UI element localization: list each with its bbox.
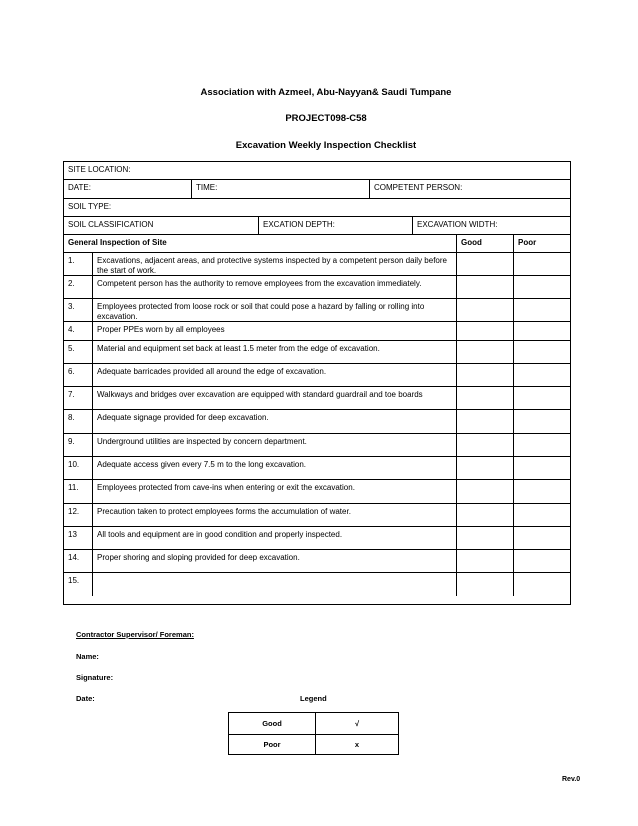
item-number: 6.	[68, 367, 75, 376]
excavation-width-label[interactable]: EXCAVATION WIDTH:	[412, 217, 570, 234]
item-number: 7.	[68, 390, 75, 399]
item-number: 3.	[68, 302, 75, 311]
poor-checkbox-cell[interactable]	[513, 480, 570, 503]
item-description: Proper shoring and sloping provided for deep excavation.	[92, 550, 456, 572]
good-checkbox-cell[interactable]	[456, 276, 513, 298]
item-description: All tools and equipment are in good condition and properly inspected.	[92, 527, 456, 549]
item-description: Proper PPEs worn by all employees	[92, 322, 456, 340]
item-number: 15.	[68, 576, 80, 585]
poor-checkbox-cell[interactable]	[513, 410, 570, 433]
item-number: 14.	[68, 553, 80, 562]
item-number: 2.	[68, 279, 75, 288]
good-checkbox-cell[interactable]	[456, 253, 513, 275]
item-number: 12.	[68, 507, 80, 516]
good-checkbox-cell[interactable]	[456, 504, 513, 526]
checklist-item-row	[64, 299, 570, 322]
checklist-item-row	[64, 480, 570, 504]
good-checkbox-cell[interactable]	[456, 410, 513, 433]
soil-type-label[interactable]: SOIL TYPE:	[68, 202, 112, 211]
date-time-row	[64, 180, 570, 199]
site-location-row	[64, 162, 570, 180]
item-description: Competent person has the authority to remove employees from the excavation immediately.	[92, 276, 456, 298]
item-description: Walkways and bridges over excavation are equipped with standard guardrail and toe boards	[92, 387, 456, 409]
signature-label: Signature:	[76, 673, 114, 682]
checklist-item-row	[64, 504, 570, 527]
soil-type-row	[64, 199, 570, 217]
poor-checkbox-cell[interactable]	[513, 550, 570, 572]
checklist-item-row	[64, 573, 570, 596]
legend-label: Legend	[300, 694, 327, 703]
item-number: 9.	[68, 437, 75, 446]
checklist-item-row	[64, 276, 570, 299]
poor-checkbox-cell[interactable]	[513, 299, 570, 321]
project-code: PROJECT098-C58	[285, 113, 367, 124]
legend-good-label: Good	[262, 719, 282, 728]
checklist-item-row	[64, 253, 570, 276]
poor-checkbox-cell[interactable]	[513, 527, 570, 549]
good-checkbox-cell[interactable]	[456, 550, 513, 572]
poor-checkbox-cell[interactable]	[513, 341, 570, 363]
checklist-item-row	[64, 387, 570, 410]
item-number: 13	[68, 530, 77, 539]
poor-checkbox-cell[interactable]	[513, 276, 570, 298]
item-description: Adequate signage provided for deep excavation.	[92, 410, 456, 433]
item-description: Employees protected from loose rock or soil that could pose a hazard by falling or rolling into excavation.	[92, 299, 456, 321]
inspection-form-table	[63, 161, 571, 605]
poor-checkbox-cell[interactable]	[513, 322, 570, 340]
poor-checkbox-cell[interactable]	[513, 457, 570, 479]
poor-checkbox-cell[interactable]	[513, 364, 570, 386]
checklist-item-row	[64, 341, 570, 364]
checklist-item-row	[64, 410, 570, 434]
item-number: 11.	[68, 483, 79, 492]
soil-classification-label[interactable]: SOIL CLASSIFICATION	[68, 220, 154, 229]
poor-checkbox-cell[interactable]	[513, 387, 570, 409]
excavation-depth-label[interactable]: EXCATION DEPTH:	[258, 217, 412, 234]
item-number: 5.	[68, 344, 75, 353]
checklist-item-row	[64, 434, 570, 457]
item-description	[92, 573, 456, 596]
item-description: Underground utilities are inspected by concern department.	[92, 434, 456, 456]
competent-person-label[interactable]: COMPETENT PERSON:	[369, 180, 570, 198]
good-checkbox-cell[interactable]	[456, 322, 513, 340]
footer-date-label: Date:	[76, 694, 95, 703]
good-checkbox-cell[interactable]	[456, 341, 513, 363]
good-checkbox-cell[interactable]	[456, 457, 513, 479]
soil-classification-row	[64, 217, 570, 235]
legend-table	[228, 712, 399, 755]
good-checkbox-cell[interactable]	[456, 299, 513, 321]
association-heading: Association with Azmeel, Abu-Nayyan& Saudi Tumpane	[200, 87, 452, 98]
good-checkbox-cell[interactable]	[456, 527, 513, 549]
poor-column-heading: Poor	[513, 235, 570, 252]
item-description: Employees protected from cave-ins when entering or exit the excavation.	[92, 480, 456, 503]
item-number: 1.	[68, 256, 75, 265]
date-label[interactable]: DATE:	[68, 183, 91, 192]
checklist-item-row	[64, 457, 570, 480]
poor-checkbox-cell[interactable]	[513, 504, 570, 526]
item-description: Adequate barricades provided all around the edge of excavation.	[92, 364, 456, 386]
contractor-supervisor-label: Contractor Supervisor/ Foreman:	[76, 630, 194, 639]
checklist-item-row	[64, 550, 570, 573]
legend-row-poor	[229, 734, 398, 755]
good-checkbox-cell[interactable]	[456, 573, 513, 596]
item-number: 10.	[68, 460, 80, 469]
good-checkbox-cell[interactable]	[456, 480, 513, 503]
checklist-title: Excavation Weekly Inspection Checklist	[235, 140, 417, 151]
x-mark-symbol: x	[315, 734, 398, 755]
legend-poor-label: Poor	[263, 740, 281, 749]
poor-checkbox-cell[interactable]	[513, 253, 570, 275]
site-location-label[interactable]: SITE LOCATION:	[68, 165, 131, 174]
checklist-header-row	[64, 235, 570, 253]
checklist-item-row	[64, 322, 570, 341]
revision-label: Rev.0	[562, 776, 581, 783]
legend-row-good	[229, 713, 398, 735]
item-description: Precaution taken to protect employees forms the accumulation of water.	[92, 504, 456, 526]
item-description: Material and equipment set back at least 1.5 meter from the edge of excavation.	[92, 341, 456, 363]
time-label[interactable]: TIME:	[191, 180, 369, 198]
name-label: Name:	[76, 652, 99, 661]
poor-checkbox-cell[interactable]	[513, 434, 570, 456]
check-mark-symbol: √	[315, 713, 398, 734]
good-checkbox-cell[interactable]	[456, 364, 513, 386]
item-description: Excavations, adjacent areas, and protective systems inspected by a competent person daily before the start of work.	[92, 253, 456, 275]
good-checkbox-cell[interactable]	[456, 387, 513, 409]
checklist-item-row	[64, 364, 570, 387]
checklist-item-row	[64, 527, 570, 550]
good-checkbox-cell[interactable]	[456, 434, 513, 456]
item-number: 4.	[68, 325, 75, 334]
poor-checkbox-cell[interactable]	[513, 573, 570, 596]
good-column-heading: Good	[456, 235, 513, 252]
general-inspection-heading: General Inspection of Site	[68, 238, 167, 247]
item-description: Adequate access given every 7.5 m to the long excavation.	[92, 457, 456, 479]
item-number: 8.	[68, 413, 75, 422]
